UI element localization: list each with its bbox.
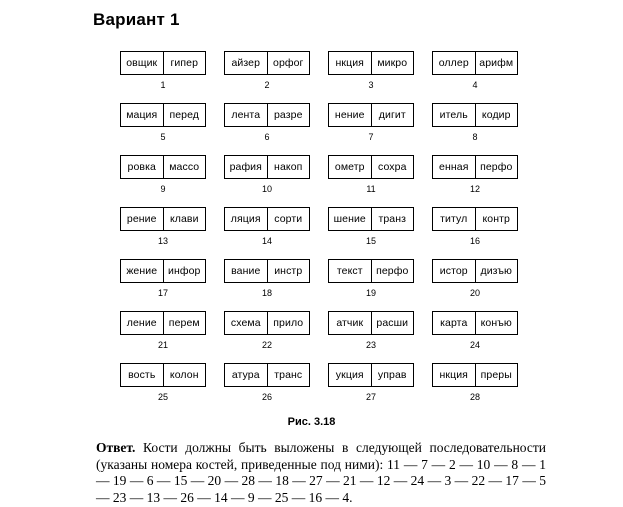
domino-tile — [432, 51, 518, 75]
domino-left-half: текст — [329, 260, 372, 282]
domino-right-half: инфор — [168, 265, 201, 277]
domino-number: 16 — [469, 236, 480, 246]
domino-left-half: атура — [225, 364, 268, 386]
domino-number: 8 — [472, 132, 478, 142]
domino-right-half: контр — [482, 213, 510, 225]
domino-number: 19 — [365, 288, 376, 298]
domino-right-half: кодир — [481, 109, 511, 121]
domino-tile — [120, 51, 206, 75]
domino-left-half: овщик — [121, 52, 164, 74]
domino-tile — [120, 207, 206, 231]
domino-number: 17 — [157, 288, 168, 298]
domino-left-half: итель — [433, 104, 476, 126]
domino-right-half: массо — [169, 161, 200, 173]
domino-number: 25 — [157, 392, 168, 402]
domino-right-half: орфог — [273, 57, 304, 69]
domino-tile — [120, 363, 206, 387]
domino-tile — [432, 311, 518, 335]
domino-number: 2 — [264, 80, 270, 90]
domino-number: 3 — [368, 80, 374, 90]
domino-tile — [224, 259, 310, 283]
domino-tile — [432, 207, 518, 231]
domino-right-half: дигит — [378, 109, 406, 121]
domino-number: 27 — [365, 392, 376, 402]
domino-number: 28 — [469, 392, 480, 402]
domino-right-half: разре — [273, 109, 303, 121]
domino-right-half: клави — [169, 213, 199, 225]
domino-left-half: ляция — [225, 208, 268, 230]
domino-left-half: рение — [121, 208, 164, 230]
domino-number: 4 — [472, 80, 478, 90]
domino-left-half: енная — [433, 156, 476, 178]
domino-number: 10 — [261, 184, 272, 194]
domino-left-half: нкция — [433, 364, 476, 386]
domino-right-half: колон — [169, 369, 199, 381]
domino-tile — [328, 259, 414, 283]
domino-number: 12 — [469, 184, 480, 194]
domino-number: 13 — [157, 236, 168, 246]
domino-tile — [120, 311, 206, 335]
domino-left-half: ление — [121, 312, 164, 334]
domino-right-half: сохра — [377, 161, 407, 173]
domino-tile — [328, 363, 414, 387]
domino-number: 23 — [365, 340, 376, 350]
domino-number: 20 — [469, 288, 480, 298]
domino-number: 11 — [366, 184, 376, 194]
domino-right-half: транс — [274, 369, 303, 381]
domino-tile — [432, 155, 518, 179]
domino-number: 6 — [264, 132, 270, 142]
domino-number: 21 — [157, 340, 168, 350]
domino-left-half: ровка — [121, 156, 164, 178]
domino-right-half: перем — [168, 317, 200, 329]
domino-tile — [120, 155, 206, 179]
figure-caption: Рис. 3.18 — [287, 416, 336, 428]
domino-number: 7 — [368, 132, 374, 142]
domino-tile — [328, 103, 414, 127]
domino-number: 26 — [261, 392, 272, 402]
domino-right-half: перфо — [480, 161, 513, 173]
domino-right-half: преры — [480, 369, 512, 381]
domino-left-half: мация — [121, 104, 164, 126]
domino-right-half: расши — [376, 317, 409, 329]
domino-number: 18 — [261, 288, 272, 298]
domino-left-half: карта — [433, 312, 476, 334]
domino-left-half: истор — [433, 260, 476, 282]
domino-right-half: управ — [377, 369, 407, 381]
domino-left-half: нение — [329, 104, 372, 126]
domino-left-half: укция — [329, 364, 372, 386]
domino-left-half: схема — [225, 312, 268, 334]
domino-left-half: вание — [225, 260, 268, 282]
domino-grid — [120, 51, 520, 411]
domino-tile — [224, 51, 310, 75]
domino-left-half: лента — [225, 104, 268, 126]
domino-left-half: рафия — [225, 156, 268, 178]
domino-tile — [328, 207, 414, 231]
domino-tile — [328, 155, 414, 179]
domino-right-half: микро — [377, 57, 408, 69]
domino-tile — [432, 259, 518, 283]
domino-tile — [224, 363, 310, 387]
domino-left-half: жение — [121, 260, 164, 282]
domino-tile — [224, 207, 310, 231]
domino-right-half: арифм — [479, 57, 514, 69]
domino-right-half: инстр — [274, 265, 303, 277]
domino-tile — [328, 311, 414, 335]
domino-left-half: шение — [329, 208, 372, 230]
domino-number: 9 — [160, 184, 166, 194]
domino-number: 22 — [261, 340, 272, 350]
domino-number: 5 — [160, 132, 166, 142]
domino-left-half: айзер — [225, 52, 268, 74]
answer-text: Кости должны быть выложены в следующей последовательности (указаны номера костей, приведенные под ними): 11 — 7 — 2 — 10 — 8 — 1 — 19 — 6 — 15 — 20 — 28 — 18 — 27 — 21 — 12 — 24 — 3 — 22 — 17 — 5 — 23 — 13 — 26 — 14 — 9 — 25 — 16 — 4. — [96, 440, 546, 505]
domino-number: 14 — [261, 236, 272, 246]
domino-left-half: нкция — [329, 52, 372, 74]
domino-left-half: атчик — [329, 312, 372, 334]
domino-number: 1 — [160, 80, 166, 90]
answer-label: Ответ. — [96, 440, 136, 455]
domino-tile — [328, 51, 414, 75]
domino-left-half: титул — [433, 208, 476, 230]
domino-tile — [224, 155, 310, 179]
domino-right-half: гипер — [170, 57, 199, 69]
domino-left-half: вость — [121, 364, 164, 386]
domino-right-half: конъю — [480, 317, 512, 329]
domino-right-half: транз — [378, 213, 407, 225]
domino-right-half: сорти — [274, 213, 303, 225]
domino-right-half: прило — [273, 317, 304, 329]
domino-right-half: дизъю — [480, 265, 512, 277]
domino-tile — [224, 311, 310, 335]
domino-tile — [432, 363, 518, 387]
domino-tile — [120, 259, 206, 283]
domino-tile — [432, 103, 518, 127]
domino-tile — [224, 103, 310, 127]
domino-tile — [120, 103, 206, 127]
domino-right-half: перед — [169, 109, 200, 121]
domino-number: 15 — [365, 236, 376, 246]
domino-left-half: оллер — [433, 52, 476, 74]
answer-paragraph — [96, 440, 546, 506]
domino-right-half: перфо — [376, 265, 409, 277]
domino-left-half: ометр — [329, 156, 372, 178]
page-title: Вариант 1 — [93, 10, 180, 29]
domino-number: 24 — [469, 340, 480, 350]
domino-right-half: накоп — [274, 161, 303, 173]
